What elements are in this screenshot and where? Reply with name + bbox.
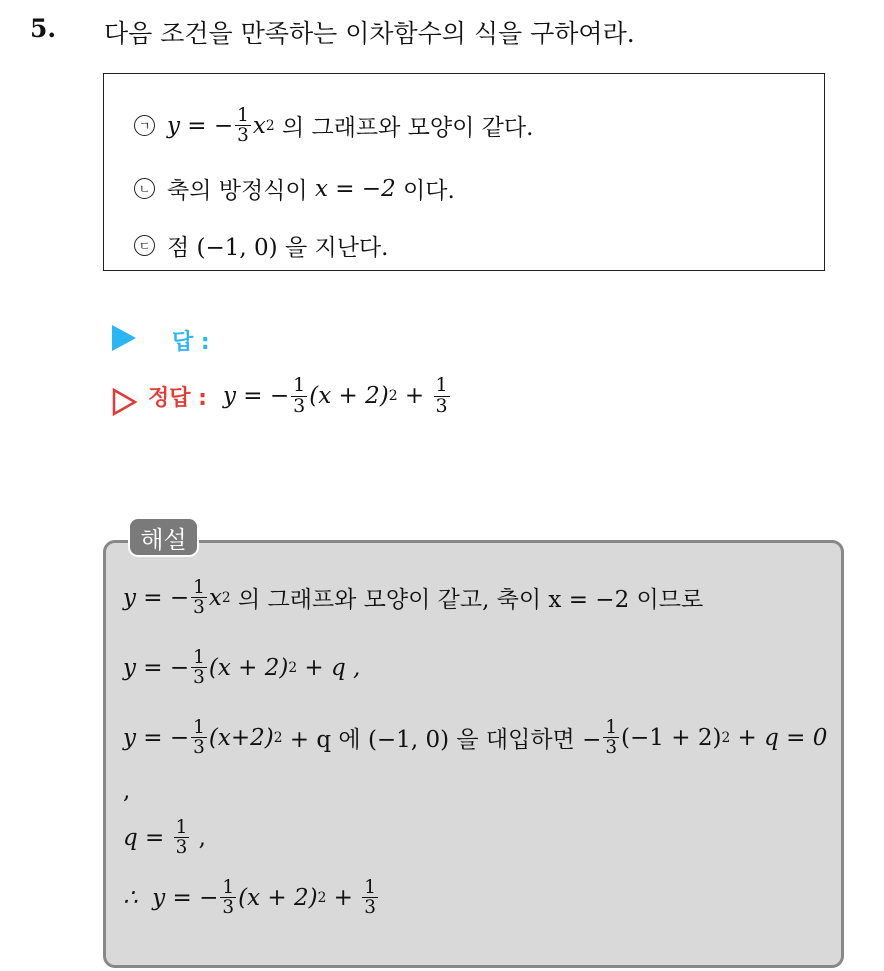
question-text: 다음 조건을 만족하는 이차함수의 식을 구하여라. bbox=[104, 19, 635, 48]
fraction: $\frac{1}{3}$ bbox=[293, 374, 306, 417]
fraction: $\frac{1}{3}$ bbox=[237, 105, 249, 147]
solution-line-3: y = − $\frac{1}{3}$ (x+2) 2 + q 에 (−1, 0) 을 대입하면 − $\frac{1}{3}$ (−1 + 2) 2 + q = 0 bbox=[123, 717, 828, 759]
solution-line-1: y = − $\frac{1}{3}$ x 2 의 그래프와 모양이 같고, 축이 x = −2 이므로 bbox=[123, 577, 704, 619]
correct-label: 정답 : bbox=[148, 385, 207, 411]
outline-triangle-icon bbox=[112, 388, 138, 416]
solution-line-5: q = $\frac{1}{3}$ , bbox=[123, 817, 206, 859]
correct-answer: 정답 : y = − $\frac{1}{3}$ (x + 2) 2 + $\frac{1}{3}$ bbox=[148, 374, 448, 417]
fraction: $\frac{1}{3}$ bbox=[435, 374, 448, 417]
condition-c: ㄷ 점 (−1, 0) 을 지난다. bbox=[134, 229, 388, 262]
conditions-box bbox=[103, 73, 825, 271]
circled-nieun-icon: ㄴ bbox=[134, 178, 155, 199]
play-triangle-icon bbox=[112, 325, 136, 351]
circled-digeut-icon: ㄷ bbox=[134, 235, 155, 256]
solution-tab: 해설 bbox=[128, 517, 199, 557]
condition-b: ㄴ 축의 방정식이 x = −2 이다. bbox=[134, 172, 455, 205]
question-number: 5. bbox=[30, 14, 57, 43]
condition-a: ㄱ y = − $\frac{1}{3}$ x 2 의 그래프와 모양이 같다. bbox=[134, 106, 533, 146]
answer-label: 답 : bbox=[172, 330, 210, 355]
circled-giyeok-icon: ㄱ bbox=[134, 115, 155, 136]
solution-line-2: y = − $\frac{1}{3}$ (x + 2) 2 + q , bbox=[123, 647, 361, 689]
solution-line-4: , bbox=[123, 778, 131, 804]
solution-line-6: ∴ y = − $\frac{1}{3}$ (x + 2) 2 + $\frac{1}{3}$ bbox=[123, 877, 376, 919]
